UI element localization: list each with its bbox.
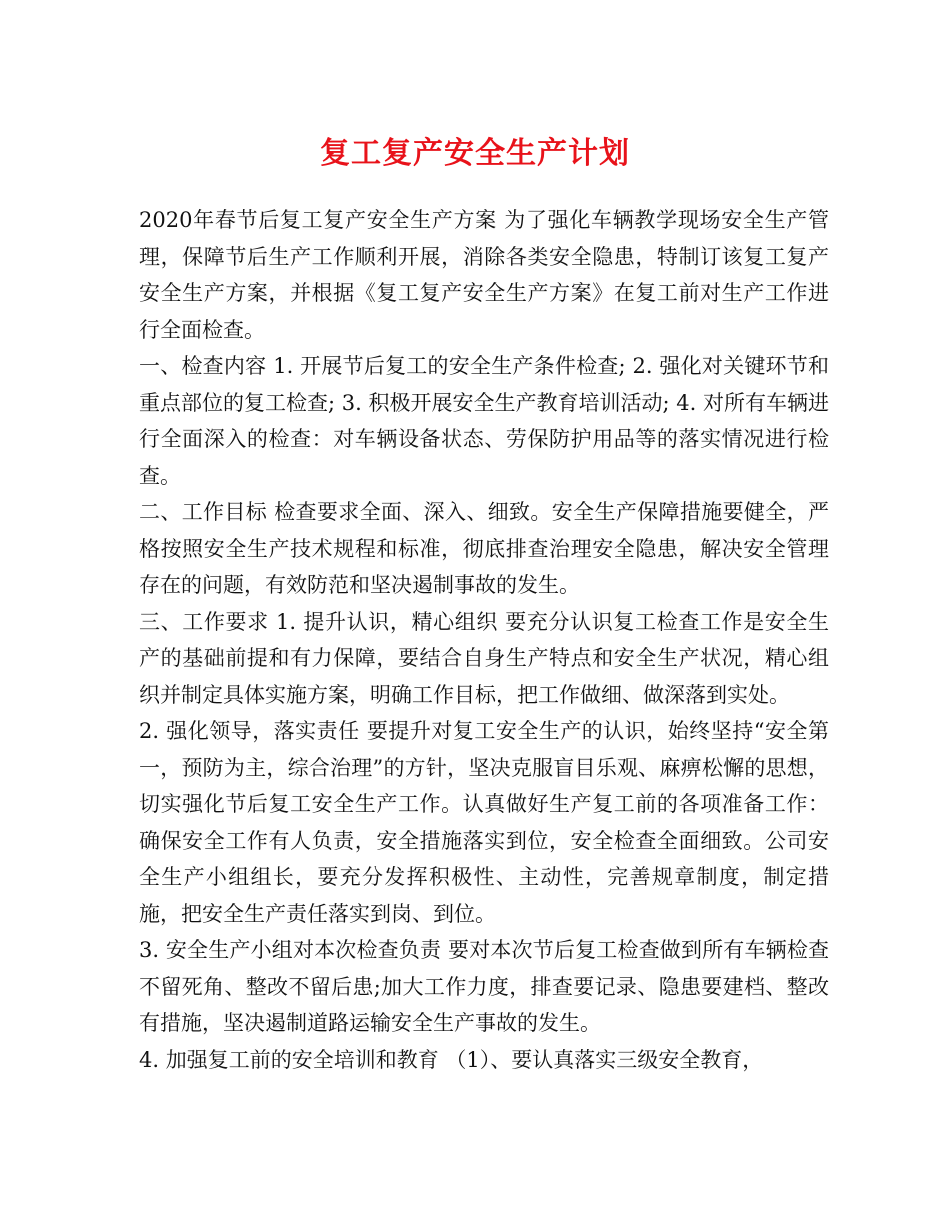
paragraph-work-goal: 二、工作目标 检查要求全面、深入、细致。安全生产保障措施要健全，严格按照安全生产技术规程和标准，彻底排查治理安全隐患，解决安全管理存在的问题，有效防范和坚决遏制事故的发生。 (139, 500, 829, 597)
paragraph-work-requirements: 三、工作要求 1. 提升认识，精心组织 要充分认识复工检查工作是安全生产的基础前提和有力保障，要结合自身生产特点和安全生产状况，精心组织并制定具体实施方案，明确工作目标，把工作做细、做深落到实处。 (139, 609, 829, 707)
paragraph-intro: 2020年春节后复工复产安全生产方案 为了强化车辆教学现场安全生产管理，保障节后生产工作顺利开展，消除各类安全隐患，特制订该复工复产安全生产方案，并根据《复工复产安全生产方案》在复工前对生产工作进行全面检查。 (139, 208, 829, 342)
paragraph-inspection-content: 一、检查内容 1. 开展节后复工的安全生产条件检查; 2. 强化对关键环节和重点部位的复工检查; 3. 积极开展安全生产教育培训活动; 4. 对所有车辆进行全面深入的检查：对车辆设备状态、劳保防护用品等的落实情况进行检查。 (139, 354, 829, 488)
paragraph-training: 4. 加强复工前的安全培训和教育 （1）、要认真落实三级安全教育， (139, 1047, 764, 1072)
paragraph-safety-group: 3. 安全生产小组对本次检查负责 要对本次节后复工检查做到所有车辆检查不留死角、整改不留后患;加大工作力度，排查要记录、隐患要建档、整改有措施，坚决遏制道路运输安全生产事故的发生。 (139, 938, 829, 1035)
document-title: 复工复产安全生产计划 (320, 136, 630, 171)
paragraph-leadership: 2. 强化领导，落实责任 要提升对复工安全生产的认识，始终坚持“安全第一，预防为主，综合治理”的方针，坚决克服盲目乐观、麻痹松懈的思想，切实强化节后复工安全生产工作。认真做好生产复工前的各项准备工作：确保安全工作有人负责，安全措施落实到位，安全检查全面细致。公司安全生产小组组长，要充分发挥积极性、主动性，完善规章制度，制定措施，把安全生产责任落实到岗、到位。 (139, 719, 829, 926)
document-body (139, 202, 829, 1078)
